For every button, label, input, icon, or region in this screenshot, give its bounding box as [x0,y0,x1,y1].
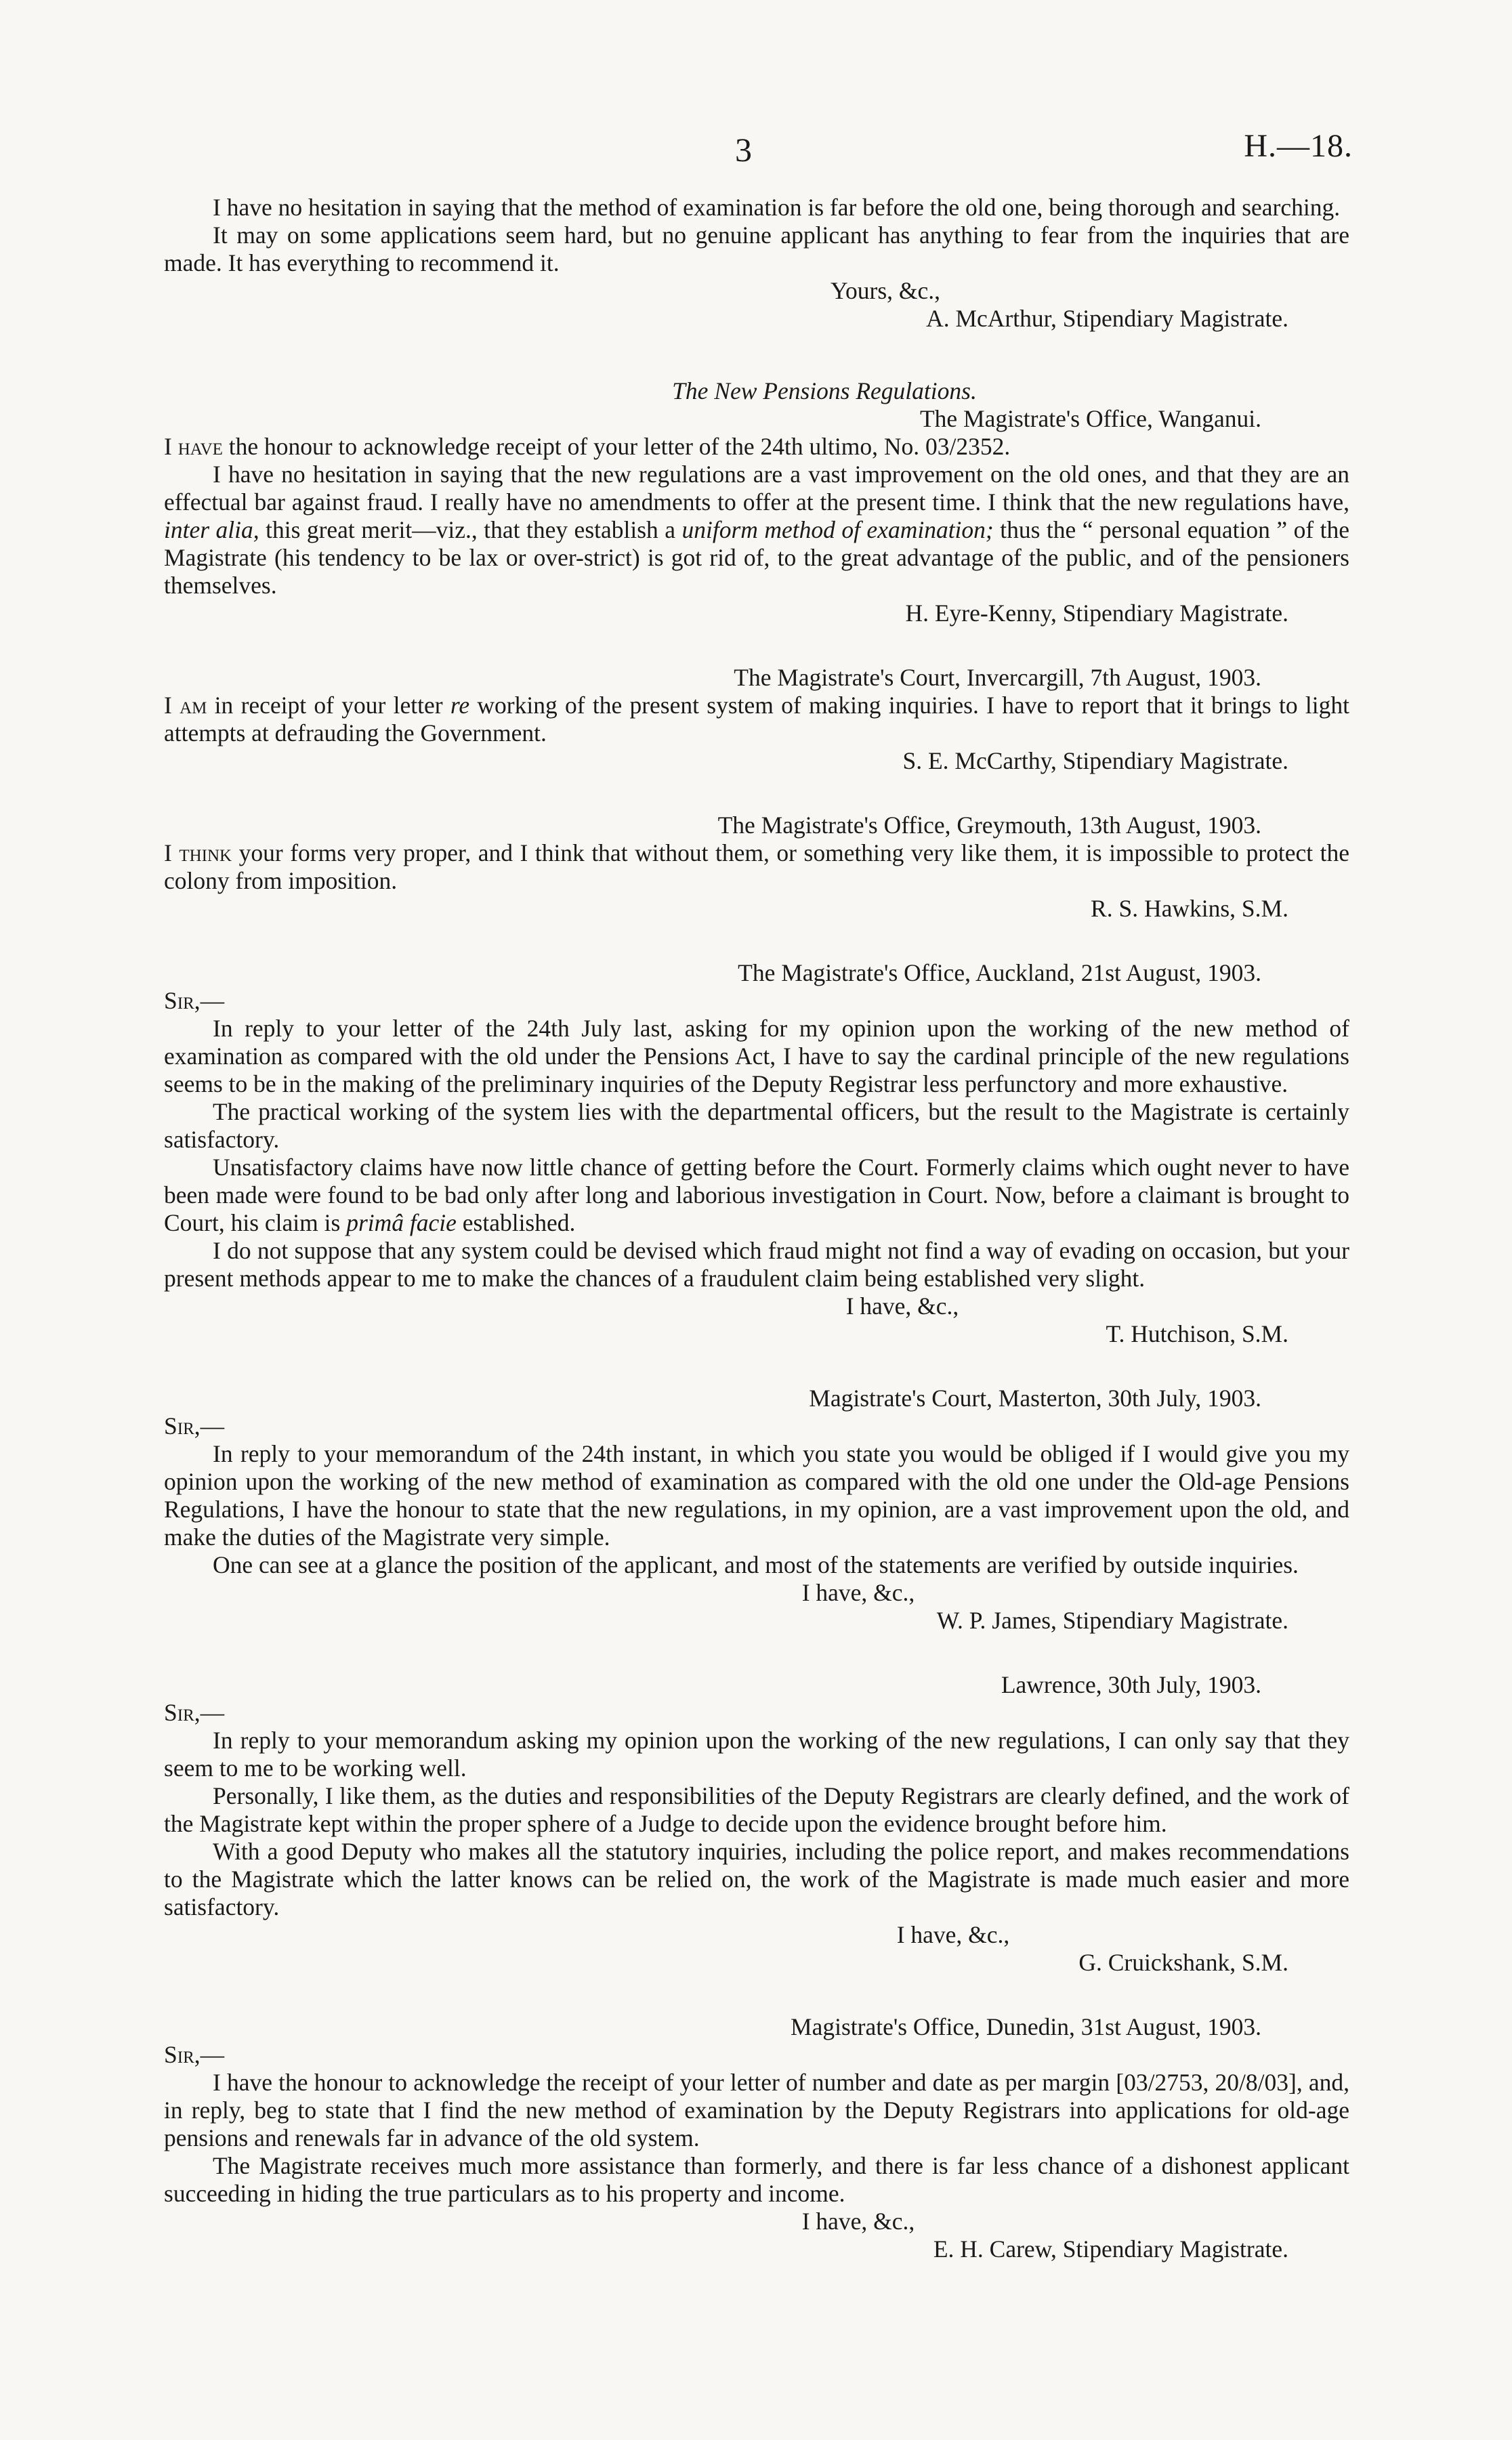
paragraph: The practical working of the system lies with the departmental officers, but the result to the Magistrate is certainly satisfactory. [164,1098,1349,1153]
closing: Yours, &c., [830,277,941,304]
paragraph: The Magistrate receives much more assistance than formerly, and there is far less chance of a dishonest applicant succeeding in hiding the true particulars as to his property and income. [164,2152,1349,2207]
section-title: The New Pensions Regulations. [672,377,977,404]
paragraph: I have no hesitation in saying that the new regulations are a vast improvement on the old ones, and that they are an effectual bar against fraud. I really have no amendments to offer at the present time. I think that the new regulations have, inter alia, this great merit—viz., that they establish a uniform method of examination; thus the “ personal equation ” of the Magistrate (his tendency to be lax or over-strict) is got rid of, to the great advantage of the public, and of the pensioners themselves. [164,461,1349,599]
letter-address: The Magistrate's Office, Auckland, 21st August, 1903. [738,959,1261,986]
signature: E. H. Carew, Stipendiary Magistrate. [933,2235,1288,2263]
letter-address: The Magistrate's Court, Invercargill, 7th August, 1903. [734,664,1261,691]
signature: H. Eyre-Kenny, Stipendiary Magistrate. [905,600,1288,627]
letter-address: The Magistrate's Office, Greymouth, 13th August, 1903. [717,812,1261,839]
lead-words: I have [164,433,223,460]
paragraph: In reply to your memorandum of the 24th instant, in which you state you would be obliged if I would give you my opinion upon the working of the new method of examination as compared with the old one under the Old-age Pensions Regulations, I have the honour to state that the new regulations, in my opinion, are a vast improvement upon the old, and make the duties of the Magistrate very simple. [164,1440,1349,1551]
signature: A. McArthur, Stipendiary Magistrate. [926,305,1288,332]
letter-eyre-kenny [164,377,1349,627]
closing: I have, &c., [845,1292,959,1320]
salutation: Sir,— [164,1699,225,1726]
salutation: Sir,— [164,2041,225,2068]
paragraph: It may on some applications seem hard, but no genuine applicant has anything to fear from the inquiries that are made. It has everything to recommend it. [164,222,1349,276]
letter-cruickshank [164,1671,1349,1977]
letter-mccarthy [164,664,1349,775]
paragraph: I have no hesitation in saying that the method of examination is far before the old one, being thorough and searching. [213,194,1341,221]
paragraph: I have the honour to acknowledge receipt of your letter of the 24th ultimo, No. 03/2352. [164,433,1011,460]
paragraph: With a good Deputy who makes all the statutory inquiries, including the police report, and makes recommendations to the Magistrate which the latter knows can be relied on, the work of the Magistrate is made much easier and more satisfactory. [164,1838,1349,1920]
paragraph: I do not suppose that any system could be devised which fraud might not find a way of evading on occasion, but your present methods appear to me to make the chances of a fraudulent claim being established very slight. [164,1237,1349,1292]
paragraph: Personally, I like them, as the duties and responsibilities of the Deputy Registrars are clearly defined, and the work of the Magistrate kept within the proper sphere of a Judge to decide upon the evidence brought before him. [164,1782,1349,1837]
closing: I have, &c., [896,1921,1010,1948]
letter-address: Lawrence, 30th July, 1903. [1001,1671,1261,1698]
paragraph: I am in receipt of your letter re working of the present system of making inquiries. I have to report that it brings to light attempts at defrauding the Government. [164,692,1350,746]
letter-carew [164,2013,1349,2263]
salutation: Sir,— [164,1412,225,1439]
salutation: Sir,— [164,987,225,1014]
signature: S. E. McCarthy, Stipendiary Magistrate. [902,747,1288,774]
signature: R. S. Hawkins, S.M. [1091,895,1288,922]
signature: W. P. James, Stipendiary Magistrate. [936,1607,1288,1634]
paragraph: In reply to your letter of the 24th July last, asking for my opinion upon the working of the new method of examination as compared with the old under the Pensions Act, I have to say the cardinal principle of the new regulations seems to be in the making of the preliminary inquiries of the Deputy Registrar less perfunctory and more exhaustive. [164,1015,1349,1097]
paragraph: Unsatisfactory claims have now little chance of getting before the Court. Formerly claims which ought never to have been made were found to be bad only after long and laborious investigation in Court. Now, before a claimant is brought to Court, his claim is primâ facie established. [164,1154,1349,1236]
paragraph: I think your forms very proper, and I think that without them, or something very like them, it is impossible to protect the colony from imposition. [164,839,1349,894]
document-reference: H.—18. [1244,128,1353,164]
letter-address: Magistrate's Court, Masterton, 30th July, 1903. [809,1385,1261,1412]
page-body [164,194,1349,2263]
paragraph: One can see at a glance the position of the applicant, and most of the statements are verified by outside inquiries. [213,1551,1299,1578]
paragraph: In reply to your memorandum asking my opinion upon the working of the new regulations, I can only say that they seem to me to be working well. [164,1727,1349,1782]
page-number: 3 [735,131,752,169]
signature: G. Cruickshank, S.M. [1078,1949,1288,1976]
closing: I have, &c., [801,2208,915,2235]
letter-james [164,1385,1349,1635]
letter-address: Magistrate's Office, Dunedin, 31st August, 1903. [791,2013,1261,2040]
letter-mcarthur [164,194,1349,333]
signature: T. Hutchison, S.M. [1106,1320,1288,1347]
closing: I have, &c., [801,1579,915,1606]
paragraph: I have the honour to acknowledge the receipt of your letter of number and date as per margin [03/2753, 20/8/03], and, in reply, beg to state that I find the new method of examination by the Deputy Registrars into applications for old-age pensions and renewals far in advance of the old system. [164,2069,1349,2151]
letter-address: The Magistrate's Office, Wanganui. [919,405,1261,432]
letter-hawkins [164,812,1349,923]
letter-hutchison [164,959,1349,1348]
